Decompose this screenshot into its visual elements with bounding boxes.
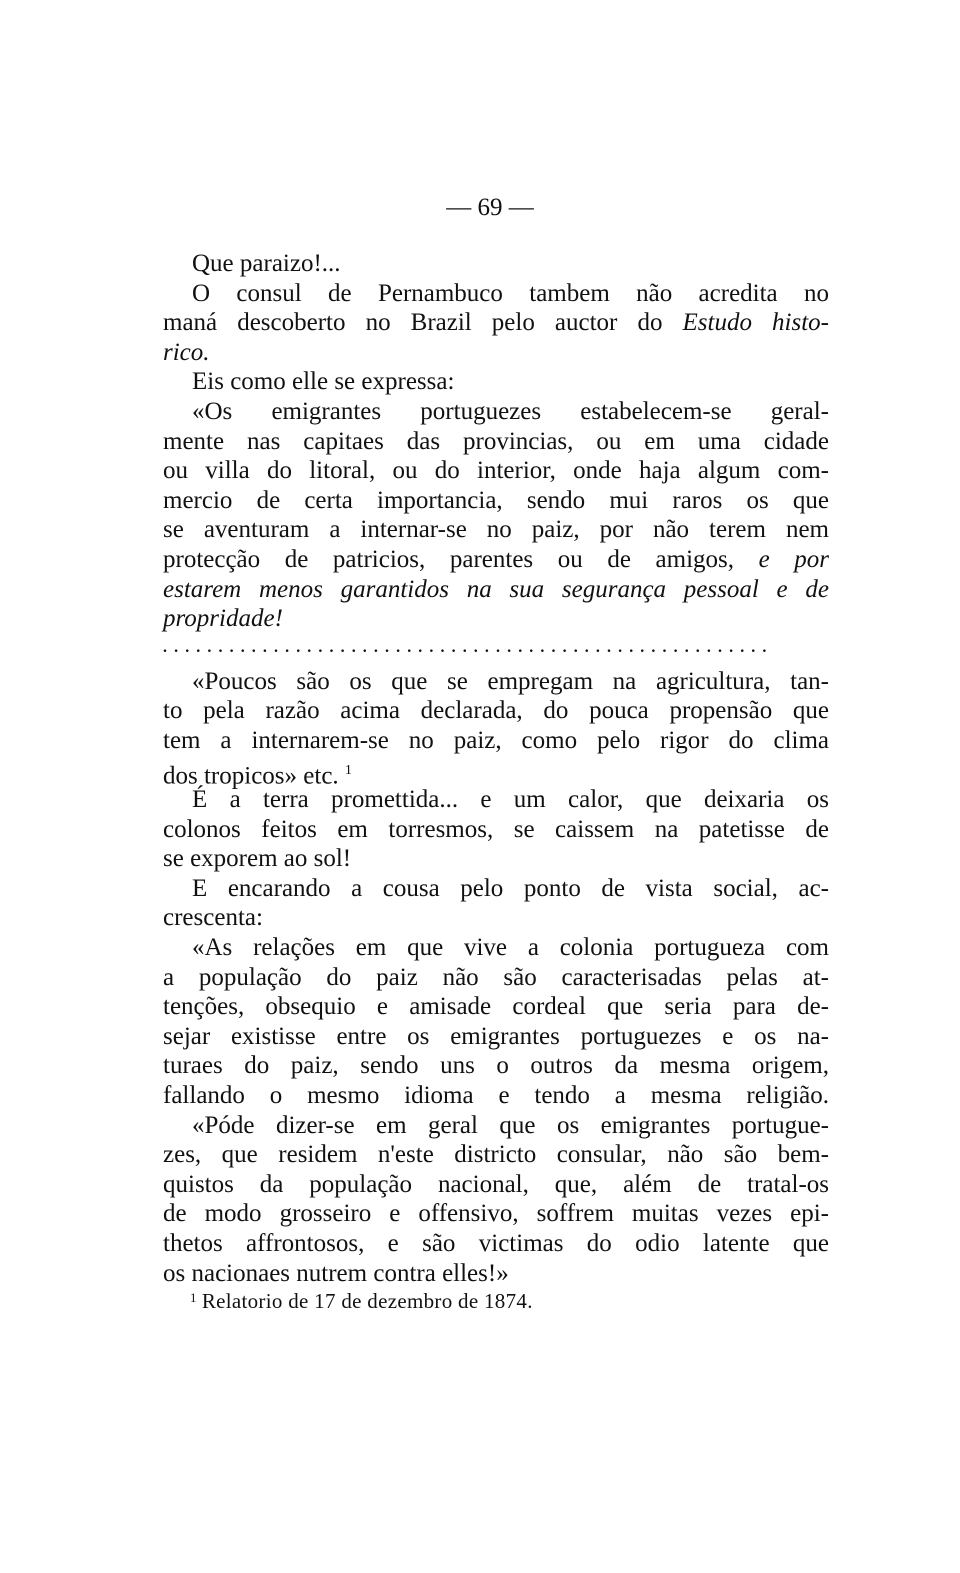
text-segment: O consul de Pernambuco tambem não acredita no [192, 279, 829, 307]
text-segment: «Os emigrantes portuguezes estabelecem-se geral- [192, 397, 829, 425]
text-line [163, 844, 829, 874]
text-line [163, 874, 829, 904]
footnote [190, 1289, 533, 1314]
text-line [163, 1229, 829, 1259]
text-line [163, 515, 829, 545]
footnote-marker: 1 [190, 1290, 197, 1305]
text-segment: sejar existisse entre os emigrantes portuguezes e os na- [163, 1022, 829, 1050]
text-segment: crescenta: [163, 904, 263, 932]
text-segment: fallando o mesmo idioma e tendo a mesma religião. [163, 1082, 829, 1110]
text-segment: Que paraizo!... [192, 250, 341, 277]
text-line [163, 785, 829, 815]
text-line [163, 726, 829, 756]
ellipsis-separator [163, 634, 829, 667]
text-line [163, 575, 829, 605]
italic-text: e por [758, 545, 830, 573]
text-line [163, 1051, 829, 1081]
text-segment: colonos feitos em torresmos, se caissem na patetisse de [163, 815, 829, 843]
text-line [163, 1170, 829, 1200]
text-line [163, 338, 829, 368]
text-line [163, 933, 829, 963]
text-line [163, 667, 829, 697]
text-line [163, 1199, 829, 1229]
text-segment: tenções, obsequio e amisade cordeal que seria para de- [163, 993, 829, 1021]
text-line [163, 604, 829, 634]
text-segment: de modo grosseiro e offensivo, soffrem muitas vezes epi- [163, 1200, 829, 1228]
text-segment: protecção de patricios, parentes ou de amigos, [163, 545, 759, 573]
text-line [163, 815, 829, 845]
text-line [163, 1111, 829, 1141]
body-text [163, 249, 829, 1288]
text-segment: quistos da população nacional, que, além de tratal-os [163, 1170, 829, 1198]
text-line [163, 903, 829, 933]
text-line [163, 1081, 829, 1111]
page-number: — 69 — [446, 194, 534, 221]
text-segment: turaes do paiz, sendo uns o outros da mesma origem, [163, 1052, 829, 1080]
text-segment: mente nas capitaes das provincias, ou em uma cidade [163, 427, 829, 455]
text-line [163, 992, 829, 1022]
text-line [163, 486, 829, 516]
text-line [163, 1259, 829, 1289]
footnote-reference: 1 [344, 762, 352, 778]
text-segment: «Póde dizer-se em geral que os emigrantes portugue- [192, 1111, 829, 1139]
italic-text: propridade! [163, 605, 283, 633]
footnote-text: Relatorio de 17 de dezembro de 1874. [201, 1289, 533, 1313]
text-segment: Eis como elle se expressa: [192, 368, 455, 396]
text-line [163, 427, 829, 457]
italic-text: estarem menos garantidos na sua segurança pessoal e de [163, 575, 829, 603]
text-line [163, 756, 829, 789]
text-segment: dos tropicos» etc. [163, 761, 345, 789]
text-segment: É a terra promettida... e um calor, que deixaria os [192, 786, 829, 814]
text-line [163, 397, 829, 427]
text-line [163, 308, 829, 338]
text-segment: tem a internarem-se no paiz, como pelo rigor do clima [163, 726, 829, 754]
text-line [163, 279, 829, 309]
text-segment: ....................................................... [163, 638, 774, 656]
text-segment: se exporem ao sol! [163, 845, 352, 873]
text-segment: ou villa do litoral, ou do interior, onde haja algum com- [163, 457, 829, 485]
text-segment: maná descoberto no Brazil pelo auctor do [163, 309, 683, 337]
text-segment: to pela razão acima declarada, do pouca propensão que [163, 697, 829, 725]
text-segment: a população do paiz não são caracterisadas pelas at- [163, 963, 829, 991]
italic-text: rico. [163, 338, 210, 366]
text-segment: thetos affrontosos, e são victimas do odio latente que [163, 1230, 829, 1257]
text-segment: «As relações em que vive a colonia portugueza com [192, 934, 829, 962]
text-line [163, 249, 829, 279]
text-line [163, 456, 829, 486]
text-line [163, 367, 829, 397]
text-line [163, 1140, 829, 1170]
text-line [163, 545, 829, 575]
text-segment: mercio de certa importancia, sendo mui raros os que [163, 486, 829, 514]
text-segment: os nacionaes nutrem contra elles!» [163, 1259, 509, 1287]
text-line [163, 963, 829, 993]
text-segment: zes, que residem n'este districto consular, não são bem- [163, 1141, 829, 1169]
text-segment: E encarando a cousa pelo ponto de vista social, ac- [192, 874, 829, 902]
text-segment: «Poucos são os que se empregam na agricultura, tan- [192, 667, 829, 695]
text-line [163, 696, 829, 726]
italic-text: Estudo histo- [682, 309, 829, 337]
text-segment: se aventuram a internar-se no paiz, por não terem nem [163, 516, 829, 544]
text-line [163, 1022, 829, 1052]
